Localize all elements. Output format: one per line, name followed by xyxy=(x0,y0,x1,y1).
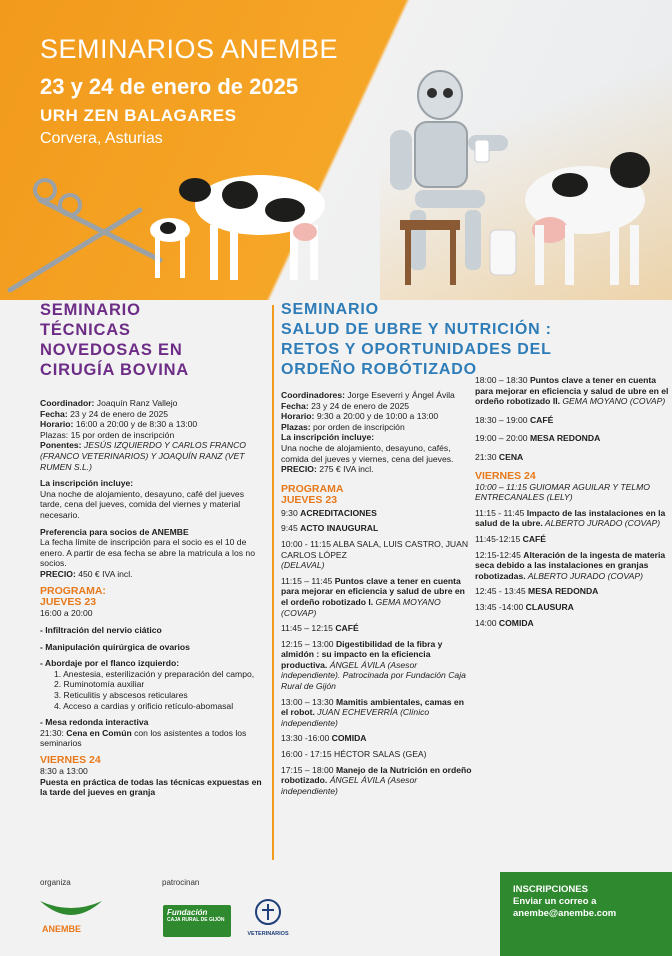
day-label: JUEVES 23 xyxy=(281,493,338,506)
seminar-surgery-preference: Preferencia para socios de ANEMBE La fecha límite de inscripción para el socio es el 10 de enero. A partir de esa fecha se abre la matricula a los no socios. PRECIO: 450 € IVA incl. xyxy=(40,526,255,579)
list-item: 10:00 – 11:15 GUIOMAR AGUILAR Y TELMO ENTRECANALES (LELY) xyxy=(475,481,650,503)
list-item: 21:30 CENA xyxy=(475,451,524,462)
seminar-udder-title: SEMINARIO SALUD DE UBRE Y NUTRICIÓN : RETOS Y OPORTUNIDADES DEL ORDEÑO ROBÓTIZADO xyxy=(281,301,552,378)
registration-box xyxy=(500,872,672,956)
list-item: 11:15 - 11:45 Impacto de las instalaciones en la salud de la ubre. ALBERTO JURADO (COVAP) xyxy=(475,507,666,529)
seminar-udder-column-2 xyxy=(475,370,670,628)
list-item: 12:15 – 13:00 Digestibilidad de la fibra y almidón : su impacto en la eficiencia productiva. ÁNGEL ÁVILA (Asesor independiente). Patrocinada por Fundación Caja Rural de Gijón xyxy=(281,638,466,692)
list-item: 9:45 ACTO INAUGURAL xyxy=(281,523,379,534)
list-item: 21:30: Cena en Común con los asistentes a todos los seminarios xyxy=(40,727,247,749)
cow-and-calf-illustration xyxy=(140,150,340,285)
cow-right-illustration xyxy=(510,130,672,300)
seminar-surgery-info: Coordinador: Joaquín Ranz Vallejo Fecha: 23 y 24 de enero de 2025 Horario: 16:00 a 20:00 y de 8:30 a 13:00 Plazas: 15 por orden de inscripción Ponentes: JESÚS IZQUIERDO Y CARLOS FRANCO (FRANCO VETERINARIOS) Y JOAQUÍN RANZ (VET RUMEN S.L.) xyxy=(40,398,246,472)
list-item: 17:15 – 18:00 Manejo de la Nutrición en ordeño robotizado. ÁNGEL ÁVILA (Asesor independiente) xyxy=(281,764,472,796)
list-item: - Manipulación quirúrgica de ovarios xyxy=(40,641,190,652)
list-item: 11:45 – 12:15 CAFÉ xyxy=(281,623,359,634)
column-divider xyxy=(272,305,274,860)
list-item: 1. Anestesia, esterilización y preparación del campo, xyxy=(54,668,255,679)
list-item: 3. Reticulitis y abscesos reticulares xyxy=(54,690,188,701)
list-item: - Abordaje por el flanco izquierdo: xyxy=(40,658,180,669)
anembe-leaf-icon xyxy=(36,895,106,925)
patrocinan-label: patrocinan xyxy=(162,878,200,887)
hero-banner xyxy=(0,0,672,300)
program-label: PROGRAMA xyxy=(281,482,344,495)
seminar-surgery-column: SEMINARIO TÉCNICAS NOVEDOSAS EN CIRUGÍA BOVINA Coordinador: Joaquín Ranz Vallejo Fecha: 23 y 24 de enero de 2025 Horario: 16:00 a 20:00 y de 8:30 a 13:00 Plazas: 15 por orden de inscripción Ponentes: JESÚS IZQUIERDO Y CARLOS FRANCO (FRANCO VETERINARIOS) Y JOAQUÍN RANZ (VET RUMEN S.L.) La inscripción incluye: Una noche de alojamiento, desayuno, café del jueves tarde, cena del jueves, comida del viernes y material necesario. Preferencia para socios de ANEMBE La fecha límite de inscripción para el socio es el 10 de enero. A partir de esa fecha se abre la matricula a los no socios. PRECIO: 450 € IVA incl. PROGRAMA: JUEVES 23 16:00 a 20:00 - Infiltración del nervio ciático - Manipulación quirúrgica de ovarios - Abordaje por el flanco izquierdo: 1. Anestesia, esterilización y preparación del campo, 2. Ruminotomía auxiliar 3. Reticulitis y abscesos reticulares 4. Acceso a cardias y orificio retículo-abomasal - Mesa redonda interactiva 21:30: Cena en Común con los asistentes a todos los seminarios VIERNES 24 8:30 a 13:00 Puesta en práctica de todas las técnicas expuestas en la tarde del jueves en granja xyxy=(40,300,265,798)
list-item: 18:00 – 18:30 Puntos clave a tener en cuenta para mejorar en eficiencia y salud de ubre en el ordeño robotizado II. GEMA MOYANO (COVAP) xyxy=(475,375,669,407)
registration-title: INSCRIPCIONES xyxy=(513,884,588,895)
seminar-surgery-title: SEMINARIO TÉCNICAS NOVEDOSAS EN CIRUGÍA BOVINA xyxy=(40,301,190,379)
list-item: 11:45-12:15 CAFÉ xyxy=(475,533,547,544)
colegio-veterinarios-logo: VETERINARIOS xyxy=(244,898,292,948)
list-item: 13:00 – 13:30 Mamitis ambientales, camas en el robot. JUAN ECHEVERRÍA (Clínico independiente) xyxy=(281,696,464,728)
list-item: 18:30 – 19:00 CAFÉ xyxy=(475,414,554,425)
header-dates: 23 y 24 de enero de 2025 xyxy=(40,74,299,99)
header-place: Corvera, Asturias xyxy=(40,130,163,147)
registration-text: Enviar un correo a xyxy=(513,896,597,907)
list-item: 13:30 -16:00 COMIDA xyxy=(281,733,367,744)
list-item: 12:45 - 13:45 MESA REDONDA xyxy=(475,586,599,597)
day-label: VIERNES 24 xyxy=(475,469,536,482)
program-label: PROGRAMA: xyxy=(40,584,106,597)
list-item: 14:00 COMIDA xyxy=(475,617,534,628)
list-item: 19:00 – 20:00 MESA REDONDA xyxy=(475,433,601,444)
header-venue: URH ZEN BALAGARES xyxy=(40,106,237,125)
list-item: 13:45 -14:00 CLAUSURA xyxy=(475,601,574,612)
header-title: SEMINARIOS ANEMBE xyxy=(40,34,339,64)
list-item: 2. Ruminotomía auxiliar xyxy=(54,679,145,690)
seminar-udder-info: Coordinadores: Jorge Eseverri y Ángel Ávila Fecha: 23 y 24 de enero de 2025 Horario: 9:30 a 20:00 y de 10:00 a 13:00 Plazas: por orden de inscripción La inscripción incluye: Una noche de alojamiento, desayuno, cafés, comida del jueves y viernes, cena del jueves. PRECIO: 275 € IVA incl. xyxy=(281,390,455,475)
list-item: 12:15-12:45 Alteración de la ingesta de materia seca debido a las instalaciones en granjas robotizadas. ALBERTO JURADO (COVAP) xyxy=(475,549,666,581)
day-label: VIERNES 24 xyxy=(40,754,101,767)
registration-email[interactable]: anembe@anembe.com xyxy=(513,908,617,919)
organiza-label: organiza xyxy=(40,878,71,887)
anembe-logo: ANEMBE xyxy=(36,895,106,945)
list-item: - Infiltración del nervio ciático xyxy=(40,625,162,636)
list-item: 4. Acceso a cardias y orificio retículo-abomasal xyxy=(54,700,234,711)
list-item: 16:00 - 17:15 HÉCTOR SALAS (GEA) xyxy=(281,749,427,760)
veterinary-seal-icon xyxy=(254,898,282,926)
day-label: JUEVES 23 xyxy=(40,595,97,608)
list-item: 11:15 – 11:45 Puntos clave a tener en cuenta para mejorar en eficiencia y salud de ubre en el ordeño robotizado I. GEMA MOYANO (COVAP) xyxy=(281,575,465,618)
list-item: 10:00 - 11:15 ALBA SALA, LUIS CASTRO, JUAN CARLOS LÓPEZ (DELAVAL) xyxy=(281,538,469,571)
list-item: - Mesa redonda interactiva xyxy=(40,717,149,728)
fundacion-caja-rural-logo: Fundación CAJA RURAL DE GIJÓN xyxy=(163,905,231,937)
seminar-surgery-includes: La inscripción incluye: Una noche de alojamiento, desayuno, café del jueves tarde, cena del jueves, comida del viernes y material necesario. xyxy=(40,478,245,520)
list-item: 9:30 ACREDITACIONES xyxy=(281,507,377,518)
